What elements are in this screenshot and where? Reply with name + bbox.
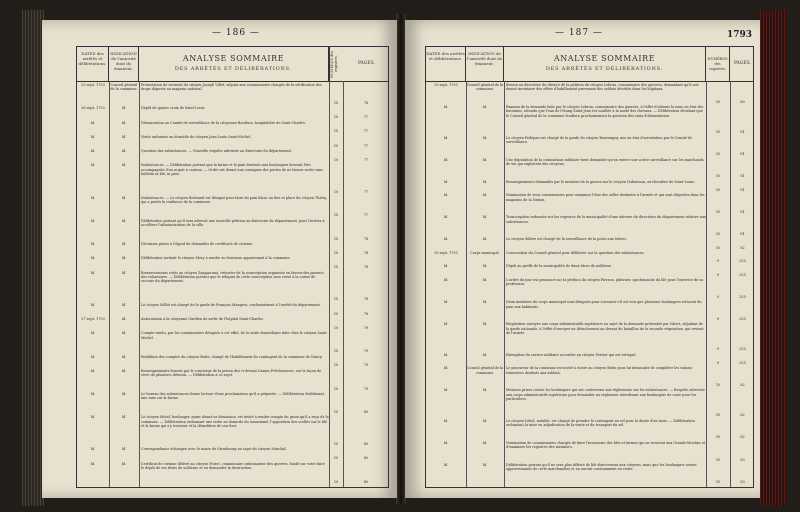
entry-summary: Subsistances. — Le citoyen Bertrand est désigné pour faire du pain blanc au lieu et place du citoyen Thiéry, qui a perdu la confiance de la commune.	[141, 195, 327, 204]
entry-summary: Renseignements fournis par le concierge de la prison des ci-devant Dames Prêcheresses, sur la façon de vivre de plusieurs détenus. — Délibération à ce sujet.	[141, 368, 322, 378]
entry-page: 78	[363, 297, 369, 302]
register-table	[425, 46, 754, 488]
entry-authority: Id.	[121, 149, 127, 154]
header-analysis-subtitle: DES ARRÊTÉS ET DÉLIBÉRATIONS.	[174, 66, 293, 72]
entry-page: 81	[740, 174, 745, 179]
entry-register-number: 10	[333, 311, 339, 316]
entry-summary: Dépôt au greffe de la municipalité de deux titres de noblesse.	[506, 264, 613, 269]
entry-page: 80	[363, 456, 369, 461]
entry-date: 27 sept. 1793	[81, 317, 105, 322]
table-row	[426, 441, 753, 463]
entry-register-number: 10	[715, 152, 721, 157]
entry-register-number: 9	[716, 294, 720, 299]
entry-summary: Renvoi au directoire du district de la pétition du citoyen Lebrun, commissaire des guerres, demandant qu'il soit donné inventaire des effets d'habillement provenant des soldats décédés dans les hôpitaux.	[506, 83, 699, 92]
entry-summary: Mesures prises contre les boulangers qui ont contrevenu aux règlements sur les subsistances. — Requête adressée aux corps administratifs supérieurs pour demander au règlement interdisant aux boulangers de cuire pour les particuliers.	[506, 388, 705, 402]
entry-summary: Question des subsistances. — Nouvelle requête adressée au directoire du département.	[141, 149, 293, 154]
header-dates: DATES des arrêtés et délibérations.	[77, 47, 109, 81]
header-pages: PAGES.	[733, 61, 752, 66]
entry-page: 255	[739, 272, 746, 277]
entry-authority: Id.	[121, 302, 127, 307]
table-row	[77, 219, 388, 242]
left-page-edges	[22, 10, 44, 506]
entry-register-number: 10	[333, 363, 339, 368]
entry-authority: Id.	[482, 388, 488, 393]
entry-page: 82	[740, 382, 745, 387]
table-row	[426, 251, 753, 265]
entry-authority: Id.	[482, 462, 488, 467]
entry-summary: Le bureau des subsistances donne lecture d'une proclamation qu'il a préparée. — Délibération établissant une taxe sur la farine.	[141, 392, 324, 401]
entry-authority: Id.	[121, 461, 127, 466]
entry-date: Id.	[443, 215, 449, 220]
entry-page: 79	[363, 325, 369, 330]
entry-summary: Examen de la demande faite par le citoyen Lebrun, commissaire des guerres, à l'effet d'obtenir la mise en état des fontaines, attendu que l'eau de l'étang Saint-Jean est souillée à la santé des chevaux. — Délibération décidant que le Conseil général de la commune étudiera prochainement la question des eaux d'alimentation.	[506, 105, 704, 118]
entry-date: 30 sept. 1793	[434, 250, 458, 255]
table-row	[77, 303, 388, 317]
entry-date: Id.	[90, 392, 96, 397]
entry-authority: Id.	[121, 392, 127, 397]
header-analysis-title: ANALYSE SOMMAIRE	[182, 54, 285, 63]
entry-page: 81	[740, 187, 745, 192]
entry-date: Id.	[90, 354, 96, 359]
entry-date: Id.	[443, 179, 449, 184]
entry-date: Id.	[443, 264, 449, 269]
table-row	[426, 388, 753, 419]
entry-date: Id.	[443, 135, 449, 140]
header-register-number: NUMÉROS des registres.	[329, 47, 343, 81]
table-row	[426, 419, 753, 441]
table-row	[426, 136, 753, 158]
entry-register-number: 10	[715, 245, 721, 250]
entry-date: Id.	[90, 447, 96, 452]
entry-date: Id.	[90, 242, 96, 246]
entry-register-number: 10	[715, 479, 721, 484]
table-row	[77, 271, 388, 303]
table-row	[426, 300, 753, 322]
entry-authority: Id.	[482, 157, 488, 162]
entry-authority: Id.	[482, 352, 488, 357]
entry-register-number: 10	[333, 386, 339, 391]
table-row	[426, 180, 753, 194]
table-row	[77, 317, 388, 331]
table-row	[426, 278, 753, 300]
entry-date: Id.	[90, 415, 96, 420]
entry-authority: Id.	[121, 415, 127, 420]
table-row	[77, 121, 388, 135]
entry-date: Id.	[90, 134, 96, 139]
entry-register-number: 10	[333, 442, 339, 447]
table-row	[426, 353, 753, 367]
header-authority: INDICATION de l'autorité dont ils émanent.	[466, 47, 504, 81]
entry-register-number: 10	[333, 325, 339, 330]
entry-authority: Id.	[121, 256, 127, 261]
page-number: — 187 —	[555, 28, 603, 38]
entry-summary: Reddition des comptes du citoyen Batte, chargé de l'habillement du contingent de la commune de Nancy.	[141, 354, 323, 359]
table-row	[77, 163, 388, 195]
entry-summary: Le procureur de la commune est invité à écrire au citoyen Batte pour lui demander de compléter les rations trimestres destinés aux soldats.	[506, 366, 693, 375]
table-row	[77, 135, 388, 149]
entry-page: 255	[739, 347, 746, 352]
entry-register-number: 10	[715, 382, 721, 387]
entry-summary: Autorisation à la citoyenne Gardien de sortir de l'hôpital Saint-Charles.	[141, 317, 264, 322]
entry-date: Id.	[90, 270, 96, 275]
entry-authority: Id.	[121, 195, 127, 200]
entry-date: Id.	[443, 322, 449, 327]
entry-page: 82	[740, 245, 745, 250]
header-pages: PAGES.	[357, 61, 376, 66]
entry-summary: Le citoyen Silière est chargé de la surveillance de la poste aux lettres.	[506, 237, 628, 242]
entry-summary: Protestation de serment du citoyen Joseph Villet, adjoint aux commissaires chargés de la vérification des draps déposés au magasin national.	[141, 83, 322, 92]
table-row	[77, 355, 388, 369]
entry-summary: Réquisition envoyée aux corps administratifs supérieurs au sujet de la demande présentée par Isbert, adjudant de la garde nationale, à l'effet d'envoyer un détachement au devant du bataillon de la seconde réquisition, qui revient de l'armée.	[506, 322, 704, 335]
entry-summary: Transcription ordonnée sur les registres de la municipalité d'une adresse du directoire du département relative aux subsistances.	[506, 215, 706, 224]
entry-date: Id.	[90, 195, 96, 200]
entry-register-number: 10	[333, 236, 339, 241]
entry-authority: Id.	[121, 270, 127, 275]
entry-summary: Deux membres du corps municipal sont désignés pour s'assurer s'il est vrai que plusieurs boulangers refusent du pain aux habitants.	[506, 300, 702, 309]
table-row	[426, 83, 753, 105]
entry-summary: Le citoyen Millot est chargé de la garde de François Mangeot, conformément à l'arrêté du département.	[141, 302, 322, 307]
entry-page: 81	[740, 152, 745, 157]
entry-register-number: 10	[333, 115, 339, 120]
entry-authority: Id.	[482, 300, 488, 305]
entry-page: 80	[740, 99, 745, 104]
entry-authority: Id.	[121, 218, 127, 223]
entry-summary: L'ordre du jour est prononcé sur la pétition du citoyen Pierson, pâtissier, qui demande du blé pour l'exercice de sa profession.	[506, 278, 704, 287]
entry-summary: Le citoyen Motel, boulanger, ayant donné sa démission, est invité à rendre compte du grain qu'il a reçu de la commune. — Délibération ordonnant une visite au domicile du susnommé, l'apposition des scellés sur le blé et la farine qui s'y trouvent et la démolition de son four.	[141, 415, 329, 429]
entry-summary: Subsistances. — Délibération portant que la farine et le pain destinés aux boulangers devront être accompagnés d'un acquit à caution. — Ordre est donné aux consignes des portes de ne laisser sortir sans bulletin ni blé, ni pain.	[141, 163, 323, 177]
right-page-edges	[760, 10, 786, 506]
entry-page: 83	[740, 479, 745, 484]
table-row	[77, 392, 388, 415]
entry-page: 79	[363, 386, 369, 391]
entry-authority: Conseil général de la commune.	[110, 83, 138, 92]
entry-authority: Id.	[121, 134, 127, 139]
entry-authority: Id.	[482, 135, 488, 140]
table-row	[426, 264, 753, 278]
entry-date: Id.	[443, 237, 449, 242]
entry-date: Id.	[90, 331, 96, 336]
entry-page: 76	[363, 100, 369, 105]
entry-date: Id.	[443, 352, 449, 357]
entry-register-number: 10	[715, 174, 721, 179]
entry-page: 82	[740, 413, 745, 418]
entry-register-number: 10	[333, 456, 339, 461]
entry-page: 255	[739, 360, 746, 365]
entry-date: 25 sept. 1793	[81, 83, 105, 87]
entry-page: 80	[363, 479, 369, 484]
entry-summary: Exemption du service militaire accordée au citoyen Ferrier qui est estropié.	[506, 352, 637, 357]
entry-authority: Id.	[482, 418, 488, 423]
table-row	[77, 369, 388, 392]
table-row	[77, 242, 388, 256]
entry-register-number: 10	[333, 157, 339, 162]
entry-register-number: 10	[333, 479, 339, 484]
entry-date: Id.	[90, 218, 96, 223]
entry-page: 81	[740, 209, 745, 214]
entry-register-number: 10	[715, 130, 721, 135]
entry-date: Id.	[443, 105, 449, 110]
entry-authority: Id.	[121, 354, 127, 359]
entry-register-number: 9	[716, 272, 720, 277]
entry-date: Id.	[443, 193, 449, 198]
table-row	[426, 193, 753, 215]
entry-register-number: 10	[333, 129, 339, 134]
entry-page: 79	[363, 363, 369, 368]
entry-authority: Id.	[482, 322, 488, 327]
entry-date: Id.	[443, 366, 449, 371]
header-analysis	[139, 47, 329, 81]
entry-page: 78	[363, 250, 369, 255]
entry-date: 29 sept. 1793	[434, 83, 458, 87]
entry-page: 255	[739, 294, 746, 299]
entry-page: 77	[363, 143, 369, 148]
entry-summary: Délibération portant qu'il sera adressé une nouvelle pétition au directoire du département, pour l'inviter à accélérer l'administration de la ville.	[141, 218, 325, 228]
entry-register-number: 10	[715, 209, 721, 214]
header-analysis-title: ANALYSE SOMMAIRE	[553, 54, 656, 63]
header-dates: DATES des arrêtés et délibérations.	[426, 47, 466, 81]
table-row	[77, 415, 388, 447]
entry-register-number: 10	[715, 413, 721, 418]
entry-summary: Décisions prises à l'égard de demandes de certificats de civisme.	[141, 242, 253, 246]
entry-date: Id.	[90, 302, 96, 307]
entry-authority: Conseil général de la commune.	[466, 366, 504, 375]
entry-register-number: 10	[715, 457, 721, 462]
table-header	[77, 47, 388, 82]
table-row	[77, 83, 388, 106]
entry-authority: Id.	[121, 447, 127, 452]
entry-page: 81	[740, 231, 745, 236]
entry-date: 26 sept. 1793	[81, 106, 105, 111]
entry-register-number: 10	[715, 231, 721, 236]
entry-authority: Id.	[121, 163, 127, 168]
entry-register-number: 10	[333, 297, 339, 302]
entry-summary: Remerciements votés au citoyen Zangiacomi, trésorier de la souscription organisée en faveur des parents des volontaires. — Délibération portant que le reliquat de cette souscription sera versé à la caisse de secours du département.	[141, 270, 324, 284]
entry-summary: Correspondance échangée avec le maire de Strasbourg au sujet du citoyen Marchal.	[141, 447, 287, 452]
entry-authority: Conseil général de la commune.	[466, 83, 504, 92]
entry-summary: Nomination de commissaires chargés de faire l'inventaire des blés et farines qui se trouvent aux Grands-Moulins et d'examiner les registres des meuniers.	[506, 440, 706, 450]
table-row	[77, 256, 388, 270]
table-row	[426, 158, 753, 180]
entry-authority: Corps municipal.	[470, 250, 500, 255]
table-body	[77, 81, 388, 487]
entry-register-number: 9	[716, 347, 720, 352]
table-header	[426, 47, 753, 82]
entry-summary: Délibération portant qu'il ne sera plus délivré de blé directement aux citoyens, mais que les boulangers seront approvisionnés de cette marchandise et en auront constamment en vente.	[506, 462, 697, 472]
table-row	[426, 237, 753, 251]
right-page	[405, 20, 760, 498]
entry-register-number: 10	[333, 213, 339, 218]
entry-date: Id.	[443, 440, 449, 445]
table-row	[77, 196, 388, 219]
entry-register-number: 9	[716, 259, 720, 264]
entry-date: Id.	[443, 300, 449, 305]
page-number: — 186 —	[212, 28, 260, 38]
entry-authority: Id.	[121, 368, 127, 373]
entry-authority: Id.	[121, 120, 127, 125]
header-authority: INDICATION de l'autorité dont ils émanent.	[109, 47, 139, 81]
entry-summary: Renseignements demandés par le ministre de la guerre sur le citoyen Dubuisson, ex-chevalier de Saint-Louis.	[506, 179, 695, 184]
entry-authority: Id.	[121, 106, 127, 111]
entry-date: Id.	[90, 256, 96, 261]
entry-authority: Id.	[482, 264, 488, 269]
entry-register-number: 10	[333, 190, 339, 195]
entry-date: Id.	[443, 278, 449, 283]
entry-page: 77	[363, 190, 369, 195]
entry-page: 82	[740, 435, 745, 440]
entry-register-number: 10	[333, 349, 339, 354]
entry-authority: Id.	[121, 242, 127, 246]
entry-date: Id.	[443, 388, 449, 393]
header-register-number: NUMÉROS des registres.	[706, 47, 730, 81]
table-row	[426, 366, 753, 388]
entry-register-number: 10	[715, 187, 721, 192]
left-page	[42, 20, 397, 498]
entry-authority: Id.	[121, 331, 127, 336]
entry-authority: Id.	[482, 193, 488, 198]
entry-register-number: 10	[333, 143, 339, 148]
table-row	[426, 322, 753, 353]
table-row	[77, 149, 388, 163]
entry-page: 83	[740, 457, 745, 462]
entry-date: Id.	[90, 120, 96, 125]
entry-page: 77	[363, 115, 369, 120]
header-analysis	[504, 47, 706, 81]
table-row	[77, 447, 388, 461]
entry-date: Id.	[90, 149, 96, 154]
entry-register-number: 10	[333, 265, 339, 270]
table-row	[426, 105, 753, 136]
entry-page: 78	[363, 265, 369, 270]
entry-register-number: 10	[715, 435, 721, 440]
entry-page: 80	[363, 409, 369, 414]
table-body	[426, 81, 753, 487]
entry-summary: Le citoyen Lebel, notable, est chargé de prendre le contingent en sel pour la durée d'un mois. — Délibération ordonnant la mise en adjudication de la vente et du transport du sel.	[506, 418, 695, 428]
entry-summary: Le citoyen Pedépan est chargé de la garde du citoyen Bouvenguy, mis en état d'arrestation par le Comité de surveillance.	[506, 135, 693, 144]
entry-summary: Visite ordonnée au domicile du citoyen Jean-Louis Saint-Michel.	[141, 134, 252, 139]
entry-page: 81	[740, 130, 745, 135]
entry-authority: Id.	[482, 179, 488, 184]
entry-page: 78	[363, 311, 369, 316]
entry-date: Id.	[443, 157, 449, 162]
entry-page: 80	[363, 442, 369, 447]
entry-register-number: 10	[333, 100, 339, 105]
entry-register-number: 9	[716, 316, 720, 321]
entry-date: Id.	[443, 462, 449, 467]
entry-register-number: 10	[333, 250, 339, 255]
entry-page: 255	[739, 316, 746, 321]
entry-summary: Délibération invitant le citoyen Mery à rendre au fourneau appartenant à la commune.	[141, 256, 291, 261]
page-year: 1793	[726, 30, 752, 40]
table-row	[77, 331, 388, 354]
header-analysis-subtitle: DES ARRÊTÉS ET DÉLIBÉRATIONS.	[545, 66, 664, 72]
entry-page: 77	[363, 129, 369, 134]
table-row	[426, 215, 753, 237]
entry-date: Id.	[443, 418, 449, 423]
entry-authority: Id.	[482, 278, 488, 283]
entry-summary: Dénonciation au Comité de surveillance de la citoyenne Bourbon, hospitalière de Saint-Charles.	[141, 120, 306, 125]
entry-page: 255	[739, 259, 746, 264]
entry-summary: Une députation de la commission militaire vient demander qu'on exerce une active surveillance sur les marchands de vin qui exploitent des citoyens.	[506, 157, 704, 167]
table-row	[77, 106, 388, 120]
entry-date: Id.	[90, 163, 96, 168]
entry-register-number: 9	[716, 360, 720, 365]
entry-summary: Compte rendu, par les commissaires désignés à cet effet, de la visite domiciliaire faite chez le citoyen Saint-Michel.	[141, 331, 328, 340]
entry-page: 77	[363, 213, 369, 218]
entry-page: 78	[363, 236, 369, 241]
entry-register-number: 10	[715, 99, 721, 104]
entry-authority: Id.	[121, 317, 127, 322]
entry-summary: Dépôt de quatre croix de Saint-Louis.	[141, 106, 206, 111]
entry-date: Id.	[90, 461, 96, 466]
entry-summary: Nomination de trois commissaires pour examiner l'état des selles destinées à l'armée et qui sont déposées dans les magasins de la Nation.	[506, 193, 705, 202]
entry-page: 77	[363, 157, 369, 162]
entry-authority: Id.	[482, 237, 488, 242]
entry-register-number: 10	[333, 409, 339, 414]
table-row	[426, 463, 753, 485]
register-table	[76, 46, 389, 488]
entry-summary: Certificat de civisme délivré au citoyen Poirot, commissaire ordonnateur des guerres, fondé sur votre faire le dépôt de ses titres de noblesse et en demander la destruction.	[141, 461, 325, 471]
entry-date: Id.	[90, 368, 96, 373]
table-row	[77, 462, 388, 485]
entry-authority: Id.	[482, 105, 488, 110]
entry-authority: Id.	[482, 215, 488, 220]
entry-page: 79	[363, 349, 369, 354]
entry-summary: Convocation du Conseil général pour délibérer sur la question des subsistances.	[506, 250, 645, 255]
entry-authority: Id.	[482, 440, 488, 445]
